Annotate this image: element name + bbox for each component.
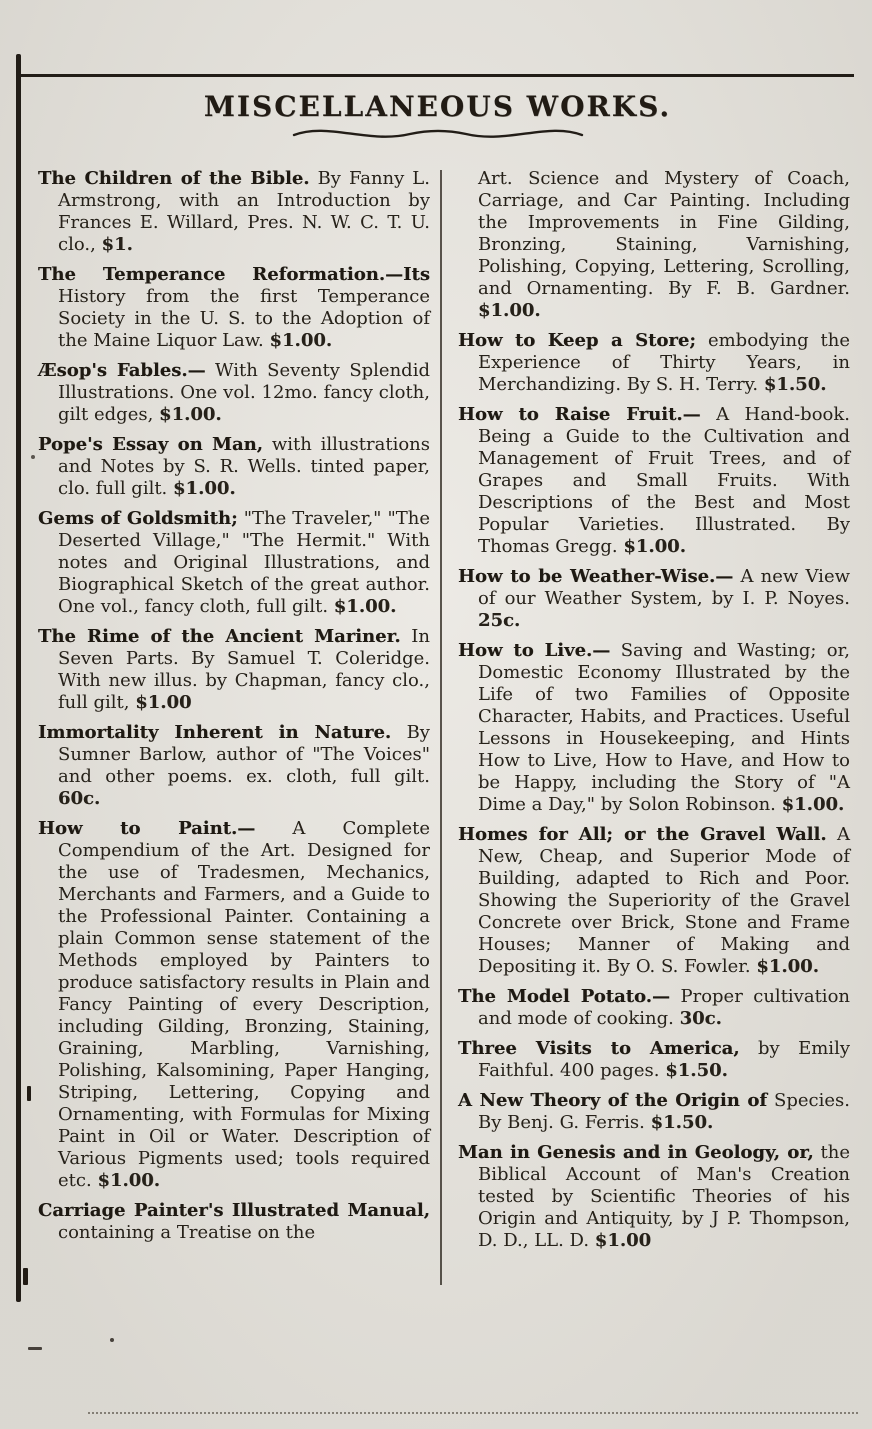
entry-price: $1.00. bbox=[269, 330, 333, 351]
entry-body: A New, Cheap, and Superior Mode of Building, adapted to Rich and Poor. Showing the Superiority of the Gravel Concrete over Brick, Stone and Frame Houses; Manner of Making and Depositing it. By O. S. Fowler. bbox=[478, 824, 850, 977]
entry-three-visits-to-america bbox=[458, 1038, 850, 1082]
entry-body: Species. By Benj. G. Ferris. bbox=[478, 1090, 850, 1133]
entry-how-to-be-weather-wise bbox=[458, 566, 850, 632]
page-frame-left-rule bbox=[16, 54, 21, 1302]
entry-price: $1.00. bbox=[756, 956, 819, 977]
entry-title: Immortality Inherent in Nature. bbox=[38, 722, 392, 743]
stray-dash-mark bbox=[28, 1347, 42, 1350]
entry-body: the Biblical Account of Man's Creation tested by Scientific Theories of his Origin and Antiquity, by J P. Thompson, D. D., LL. D. bbox=[478, 1142, 850, 1251]
ink-mark-left-lower bbox=[23, 1268, 28, 1285]
entry-body: History from the first Temperance Society in the U. S. to the Adoption of the Maine Liquor Law. bbox=[58, 286, 430, 351]
ink-mark-left-upper bbox=[27, 1086, 31, 1101]
entry-price: $1.00. bbox=[781, 794, 845, 815]
entry-body: containing a Treatise on the bbox=[58, 1222, 316, 1243]
entry-price: $1.50. bbox=[665, 1060, 728, 1081]
entry-title: How to Paint.— bbox=[38, 818, 256, 839]
entry-how-to-keep-a-store bbox=[458, 330, 850, 396]
entry-price: $1.00. bbox=[478, 300, 541, 321]
entry-price: $1.00. bbox=[173, 478, 236, 499]
entry-body: Art. Science and Mystery of Coach, Carriage, and Car Painting. Including the Improvements in Fine Gilding, Bronzing, Staining, Varnishing, Polishing, Copying, Lettering, Scrolling, and Ornamenting. By F. B. Gardner. bbox=[478, 168, 850, 299]
entry-price: 30c. bbox=[679, 1008, 722, 1029]
entry-body: A Complete Compendium of the Art. Designed for the use of Tradesmen, Mechanics, Merchants and Farmers, and a Guide to the Professional Painter. Containing a plain Common sense statement of the Methods employed by Painters to produce satisfactory results in Plain and Fancy Painting of every Description, including Gilding, Bronzing, Staining, Graining, Marbling, Varnishing, Polishing, Kalsomining, Paper Hanging, Striping, Lettering, Copying and Ornamenting, with Formulas for Mixing Paint in Oil or Water. Description of Various Pigments used; tools required etc. bbox=[58, 818, 430, 1191]
entry-price: $1. bbox=[101, 234, 133, 255]
entry-price: $1.00. bbox=[97, 1170, 161, 1191]
entry-model-potato bbox=[458, 986, 850, 1030]
right-column bbox=[458, 168, 850, 1260]
entry-body: By Sumner Barlow, author of "The Voices" and other poems. ex. cloth, full gilt. bbox=[58, 722, 430, 787]
entry-children-of-bible bbox=[38, 168, 430, 256]
entry-body: with illustrations and Notes by S. R. Wells. tinted paper, clo. full gilt. bbox=[58, 434, 430, 499]
title-flourish bbox=[30, 125, 845, 147]
entry-aesops-fables bbox=[38, 360, 430, 426]
entry-body: by Emily Faithful. 400 pages. bbox=[478, 1038, 850, 1081]
entry-title: Carriage Painter's Illustrated Manual, bbox=[38, 1200, 430, 1221]
entry-price: $1.00 bbox=[135, 692, 192, 713]
entry-how-to-live bbox=[458, 640, 850, 816]
entry-body: embodying the Experience of Thirty Years, in Merchandizing. By S. H. Terry. bbox=[478, 330, 850, 395]
entry-new-theory-origin-of-species bbox=[458, 1090, 850, 1134]
page-frame-top-rule bbox=[21, 74, 854, 77]
masthead bbox=[30, 90, 845, 147]
entry-title: How to Live.— bbox=[458, 640, 611, 661]
entry-body: In Seven Parts. By Samuel T. Coleridge. With new illus. by Chapman, fancy clo., full gilt, bbox=[58, 626, 430, 713]
page-title: MISCELLANEOUS WORKS. bbox=[203, 90, 672, 123]
entry-homes-for-all bbox=[458, 824, 850, 978]
entry-body: A new View of our Weather System, by I. P. Noyes. bbox=[478, 566, 850, 609]
entry-title: How to be Weather-Wise.— bbox=[458, 566, 734, 587]
bottom-edge-dotted-rule bbox=[88, 1412, 858, 1414]
entry-body: Proper cultivation and mode of cooking. bbox=[478, 986, 850, 1029]
entry-gems-of-goldsmith bbox=[38, 508, 430, 618]
entry-popes-essay-on-man bbox=[38, 434, 430, 500]
entry-title: The Rime of the Ancient Mariner. bbox=[38, 626, 401, 647]
entry-title: Pope's Essay on Man, bbox=[38, 434, 264, 455]
entry-title: The Children of the Bible. bbox=[38, 168, 310, 189]
title-flourish-icon bbox=[288, 125, 588, 143]
entry-immortality-inherent-nature bbox=[38, 722, 430, 810]
entry-body: By Fanny L. Armstrong, with an Introduction by Frances E. Willard, Pres. N. W. C. T. U. clo., bbox=[58, 168, 430, 255]
entry-price: $1.50. bbox=[763, 374, 827, 395]
entry-price: $1.00. bbox=[333, 596, 397, 617]
entry-how-to-paint bbox=[38, 818, 430, 1192]
stray-dot-mark bbox=[110, 1338, 114, 1342]
column-divider-rule bbox=[440, 170, 442, 1285]
entry-price: 25c. bbox=[478, 610, 521, 631]
entry-title: Homes for All; or the Gravel Wall. bbox=[458, 824, 827, 845]
entry-title: How to Raise Fruit.— bbox=[458, 404, 701, 425]
entry-title: How to Keep a Store; bbox=[458, 330, 697, 351]
entry-title: The Model Potato.— bbox=[458, 986, 671, 1007]
entry-title: Gems of Goldsmith; bbox=[38, 508, 238, 529]
left-column bbox=[38, 168, 430, 1252]
entry-price: 60c. bbox=[58, 788, 101, 809]
entry-title: Æsop's Fables.— bbox=[38, 360, 206, 381]
entry-price: $1.50. bbox=[650, 1112, 714, 1133]
entry-carriage-painters-manual bbox=[38, 1200, 430, 1244]
entry-title: The Temperance Reformation.—Its bbox=[38, 264, 430, 285]
entry-price: $1.00. bbox=[623, 536, 686, 557]
entry-price: $1.00. bbox=[159, 404, 222, 425]
entry-how-to-raise-fruit bbox=[458, 404, 850, 558]
entry-man-in-genesis-and-geology bbox=[458, 1142, 850, 1252]
entry-body: A Hand-book. Being a Guide to the Cultivation and Management of Fruit Trees, and of Grapes and Small Fruits. With Descriptions of the Best and Most Popular Varieties. Illustrated. By Thomas Gregg. bbox=[478, 404, 850, 557]
ink-speck bbox=[31, 455, 35, 459]
entry-title: A New Theory of the Origin of bbox=[458, 1090, 768, 1111]
entry-body: With Seventy Splendid Illustrations. One vol. 12mo. fancy cloth, gilt edges, bbox=[58, 360, 430, 425]
entry-body: Saving and Wasting; or, Domestic Economy Illustrated by the Life of two Families of Opposite Character, Habits, and Practices. Useful Lessons in Housekeeping, and Hints How to Live, How to Have, and How to be Happy, including the Story of "A Dime a Day," by Solon Robinson. bbox=[478, 640, 850, 815]
entry-rime-ancient-mariner bbox=[38, 626, 430, 714]
entry-temperance-reformation bbox=[38, 264, 430, 352]
entry-body: "The Traveler," "The Deserted Village," "The Hermit." With notes and Original Illustrations, and Biographical Sketch of the great author. One vol., fancy cloth, full gilt. bbox=[58, 508, 430, 617]
entry-title: Man in Genesis and in Geology, or, bbox=[458, 1142, 814, 1163]
entry-title: Three Visits to America, bbox=[458, 1038, 740, 1059]
entry-price: $1.00 bbox=[594, 1230, 652, 1251]
entry-carriage-painters-continuation bbox=[458, 168, 850, 322]
